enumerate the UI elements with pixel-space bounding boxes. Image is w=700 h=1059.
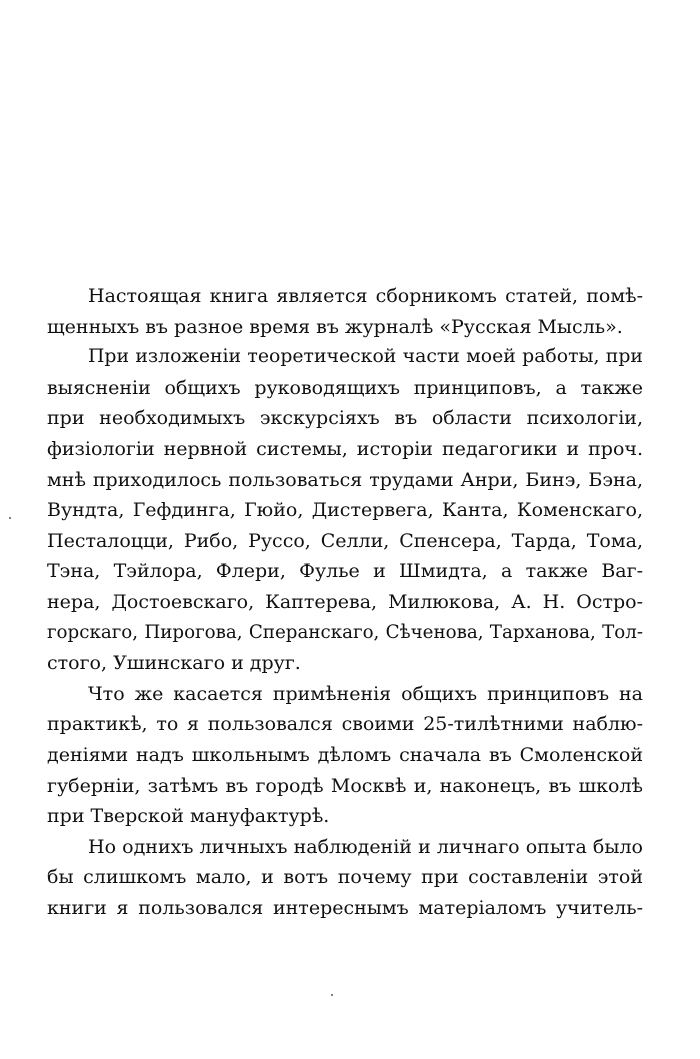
text-line: Настоящая книга является сборникомъ статей, помѣ-	[88, 285, 643, 307]
text-line: Но однихъ личныхъ наблюденій и личнаго опыта было	[88, 835, 643, 858]
text-line: стого, Ушинскаго и друг.	[47, 652, 301, 675]
text-line: Тэна, Тэйлора, Флери, Фулье и Шмидта, а также Ваг-	[47, 560, 643, 583]
text-line: Песталоцци, Рибо, Руссо, Селли, Спенсера, Тарда, Тома,	[47, 529, 643, 552]
text-line: губерніи, затѣмъ въ городѣ Москвѣ и, наконецъ, въ школѣ	[47, 774, 643, 797]
print-speck	[331, 994, 333, 996]
text-line: при необходимыхъ экскурсіяхъ въ области психологіи,	[47, 407, 643, 430]
text-line: при Тверской мануфактурѣ.	[47, 805, 330, 828]
text-line: выясненіи общихъ руководящихъ принциповъ, а также	[47, 376, 643, 399]
text-line: Вундта, Гефдинга, Гюйо, Дистервега, Канта, Коменскаго,	[47, 499, 643, 522]
text-line: деніями надъ школьнымъ дѣломъ сначала въ Смоленской	[47, 743, 643, 766]
text-line: книги я пользовался интереснымъ матеріаломъ учитель-	[47, 896, 643, 919]
text-line: физіологіи нервной системы, исторіи педагогики и проч.	[47, 437, 643, 460]
text-line: нера, Достоевскаго, Каптерева, Милюкова, А. Н. Остро-	[47, 590, 643, 613]
text-line: Что же касается примѣненія общихъ принциповъ на	[88, 682, 643, 705]
print-speck	[9, 517, 11, 519]
body-text	[47, 281, 643, 923]
text-line: бы слишкомъ мало, и вотъ почему при составленіи этой	[47, 866, 643, 889]
text-line: При изложеніи теоретической части моей работы, при	[88, 346, 643, 368]
text-line: практикѣ, то я пользовался своими 25-тилѣтними наблю-	[47, 713, 643, 736]
text-line: щенныхъ въ разное время въ журналѣ «Русская Мысль».	[47, 315, 623, 338]
text-line: горскаго, Пирогова, Сперанскаго, Сѣченова, Тарханова, Тол-	[47, 621, 643, 643]
text-line: мнѣ приходилось пользоваться трудами Анри, Бинэ, Бэна,	[47, 468, 643, 491]
